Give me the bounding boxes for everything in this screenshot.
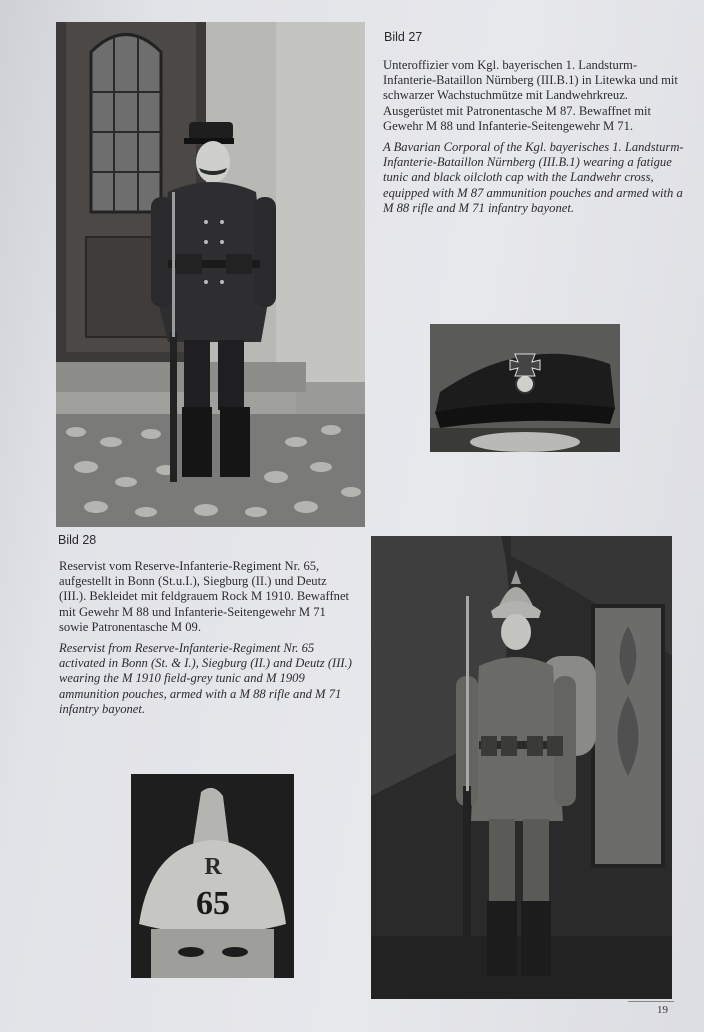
bild28-german-caption: Reservist vom Reserve-Infanterie-Regiment Nr. 65, aufgestellt in Bonn (St.u.I.), Siegburg (II.) und Deutz (III.). Bekleidet mit feldgrauem Rock M 1910. Bewaffnet mit Gewehr M 88 und Infanterie-Seitengewehr M 71 sowie Patronentasche M 09. [59,559,350,634]
photo-helmet-cover-closeup [131,774,294,978]
photo-bavarian-corporal [56,22,365,527]
bild28-english-caption: Reservist from Reserve-Infanterie-Regiment Nr. 65 activated in Bonn (St. & I.), Siegburg (II.) and Deutz (III.) wearing the M 1910 field-grey tunic and M 1909 ammunition pouches, armed with a M 88 rifle and M 71 infantry bayonet. [59,641,352,716]
helmet-cover-number: 65 [196,885,230,922]
bild28-text [59,559,357,717]
bild27-title: Bild 27 [384,30,423,44]
photo-oilcloth-cap-closeup [430,324,620,452]
page-rule [628,1001,674,1002]
bild27-german-caption: Unteroffizier vom Kgl. bayerischen 1. Landsturm-Infanterie-Bataillon Nürnberg (III.B.1) in Litewka und mit schwarzer Wachstuchmütze mit Landwehrkreuz. Ausgerüstet mit Patronentasche M 87. Bewaffnet mit Gewehr M 88 und Infanterie-Seitengewehr M 71. [383,58,678,133]
helmet-cover-letter: R [204,854,222,880]
bild28-title: Bild 28 [58,533,97,547]
page-number: 19 [657,1004,668,1016]
bild27-english-caption: A Bavarian Corporal of the Kgl. bayerisches 1. Landsturm-Infanterie-Bataillon Nürnberg (III.B.1) wearing a fatigue tunic and black oilcloth cap with the Landwehr cross, equipped with M 87 ammunition pouches and armed with a M 88 rifle and M 71 infantry bayonet. [383,140,684,215]
photo-reservist [371,536,672,999]
bild27-text [383,58,685,216]
